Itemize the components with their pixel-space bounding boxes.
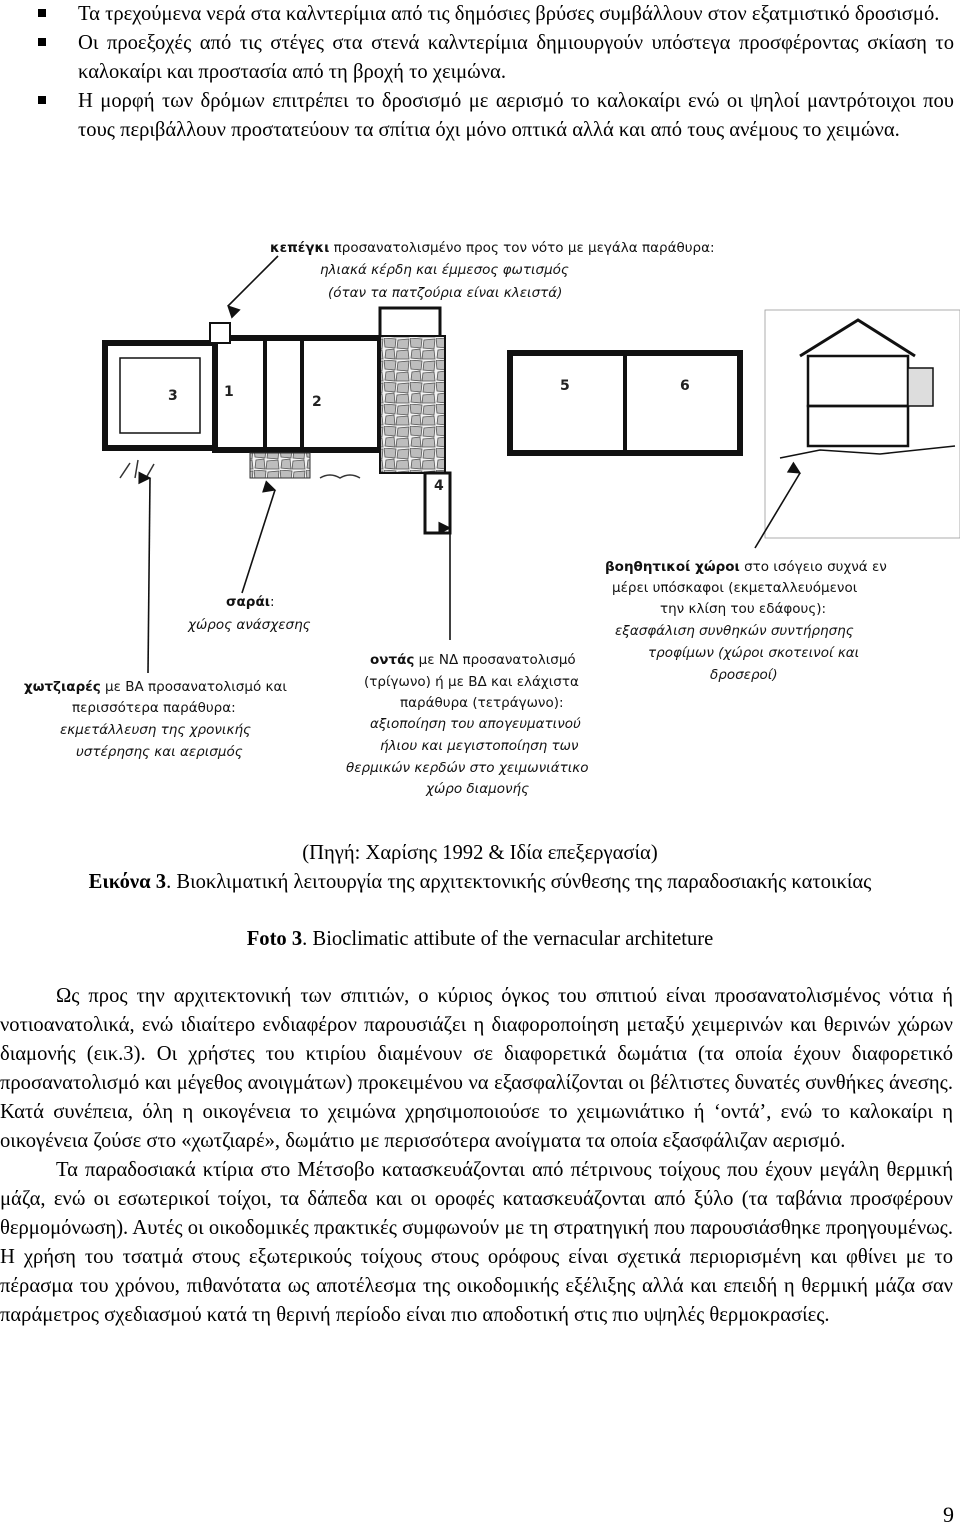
kepenki-annotation-line: ηλιακά κέρδη και έμμεσος φωτισμός [320, 262, 569, 278]
stone-steps [250, 453, 310, 478]
paragraph: Ως προς την αρχιτεκτονική των σπιτιών, ο κύριος όγκος του σπιτιού είναι προσανατολισμένος νότια ή νοτιοανατολικά, ενώ ιδιαίτερο ενδιαφέρον παρουσιάζει η διαφοροποίηση μεταξύ χειμερινών και θερινών χώρων διαμονής (εικ.3). Οι χρήστες του κτιρίου διαμένουν σε διαφορετικά δωμάτια (τα οποία έχουν διαφορετικό προσανατολισμό και μέγεθος ανοιγμάτων) προκειμένου να εξασφαλίζονται οι βέλτιστες δυνατές συνθήκες άνεσης. Κατά συνέπεια, όλη η οικογένεια το χειμώνα χρησιμοποιούσε το χειμωνιάτικο ή ‘οντά’, ενώ το καλοκαίρι η οικογένεια ζούσε στο «χωτζιαρέ», δωμάτιο με περισσότερα ανοίγματα τα οποία εξασφάλιζαν αερισμό. [0, 985, 953, 1152]
boithitikoi-annotation-line: την κλίση του εδάφους): [660, 601, 827, 617]
bullet-item: Οι προεξοχές από τις στέγες στα στενά καλντερίμια δημιουργούν υπόστεγα προσφέροντας σκίαση το καλοκαίρι και προστασία από τη βροχή το χειμώνα. [38, 29, 954, 87]
figure-caption-greek: Εικόνα 3. Βιοκλιματική λειτουργία της αρχιτεκτονικής σύνθεσης της παραδοσιακής κατοικίας [88, 871, 872, 893]
figure-caption-english: Foto 3. Bioclimatic attibute of the vernacular architeture [246, 928, 714, 950]
stone-wall [380, 336, 445, 473]
ontas-annotation: οντάς με ΝΔ προσανατολισμό [370, 652, 576, 668]
arrow [228, 256, 278, 306]
arrow [148, 478, 150, 673]
room-number: 3 [168, 388, 178, 404]
boithitikoi-annotation: βοηθητικοί χώροι στο ισόγειο συχνά εν [605, 559, 887, 575]
chotziares-annotation-line: υστέρησης και αερισμός [76, 744, 243, 760]
room-inner-outline [120, 358, 200, 433]
room-number: 2 [312, 394, 322, 410]
room-number: 1 [224, 384, 234, 400]
ontas-annotation-line: (τρίγωνο) ή με ΒΔ και ελάχιστα [364, 674, 579, 690]
bullet-square-icon [38, 9, 46, 17]
room-number: 5 [560, 378, 570, 394]
plant-icon [120, 460, 154, 478]
ontas-annotation-line: χώρο διαμονής [426, 781, 530, 797]
room-number: 4 [434, 478, 444, 494]
room-number: 6 [680, 378, 690, 394]
ontas-annotation-line: ήλιου και μεγιστοποίηση των [380, 738, 579, 754]
boithitikoi-annotation-line: δροσεροί) [710, 667, 778, 683]
figure-source: (Πηγή: Χαρίσης 1992 & Ιδία επεξεργασία) [302, 842, 658, 864]
bullet-square-icon [38, 96, 46, 104]
chotziares-annotation-line: εκμετάλλευση της χρονικής [60, 722, 251, 738]
sarai-annotation-line: χώρος ανάσχεσης [188, 617, 311, 633]
section-frame [765, 310, 960, 538]
ontas-annotation-line: θερμικών κερδών στο χειμωνιάτικο [346, 760, 589, 776]
chotziares-annotation-line: περισσότερα παράθυρα: [72, 700, 236, 716]
page-number: 9 [943, 1502, 954, 1527]
chotziares-annotation: χωτζιαρές με ΒΑ προσανατολισμό και [24, 679, 287, 695]
sarai-annotation: σαράι: [226, 594, 275, 610]
boithitikoi-annotation-line: μέρει υπόσκαφοι (εκμεταλλευόμενοι [612, 580, 858, 596]
ontas-annotation-line: αξιοποίηση του απογευματινού [370, 716, 581, 732]
bullet-square-icon [38, 38, 46, 46]
room-outline [215, 338, 380, 450]
chimney [210, 323, 230, 343]
bullet-item: Τα τρεχούμενα νερά στα καλντερίμια από τις δημόσιες βρύσες συμβάλλουν στον εξατμιστικό δροσισμό. [38, 0, 954, 29]
boithitikoi-annotation-line: τροφίμων (χώροι σκοτεινοί και [648, 645, 860, 661]
bullet-list [38, 0, 954, 145]
architecture-figure [20, 228, 960, 818]
floor-plan-diagram [20, 228, 960, 818]
kepenki-projection [380, 308, 440, 338]
ontas-annotation-line: παράθυρα (τετράγωνο): [400, 695, 564, 711]
balcony [908, 368, 933, 406]
boithitikoi-annotation-line: εξασφάλιση συνθηκών συντήρησης [615, 623, 854, 639]
body-text [0, 982, 953, 1330]
kepenki-annotation: κεπέγκι προσανατολισμένο προς τον νότο με μεγάλα παράθυρα: [270, 240, 715, 256]
bullet-item: Η μορφή των δρόμων επιτρέπει το δροσισμό με αερισμό το καλοκαίρι ενώ οι ψηλοί μαντρότοιχοι που τους περιβάλλουν προστατεύουν τα σπίτια όχι μόνο οπτικά αλλά και από τους ανέμους το χειμώνα. [38, 87, 954, 145]
kepenki-annotation-line: (όταν τα πατζούρια είναι κλειστά) [328, 285, 563, 301]
paragraph: Τα παραδοσιακά κτίρια στο Μέτσοβο κατασκευάζονται από πέτρινους τοίχους που έχουν μεγάλη θερμική μάζα, ενώ οι εσωτερικοί τοίχοι, τα δάπεδα και οι οροφές κατασκευάζονται από ξύλο (τα ταβάνια προσφέρουν θερμομόνωση). Αυτές οι οικοδομικές πρακτικές συμφωνούν με τη στρατηγική που παρουσιάσθηκε προηγουμένως. Η χρήση του τσατμά στους εξωτερικούς τοίχους στους ορόφους είναι σχετικά περιορισμένη και φθίνει με το πέρασμα του χρόνου, πιθανότατα ως αποτέλεσμα της οικοδομικής εξέλιξης αλλά και επειδή η θερμική μάζα σαν παράμετρος σχεδιασμού κατά τη θερινή περίοδο είναι πιο αποδοτική στις πιο υψηλές θερμοκρασίες. [0, 1159, 953, 1326]
plant-icon [320, 475, 360, 478]
arrow [242, 490, 275, 593]
